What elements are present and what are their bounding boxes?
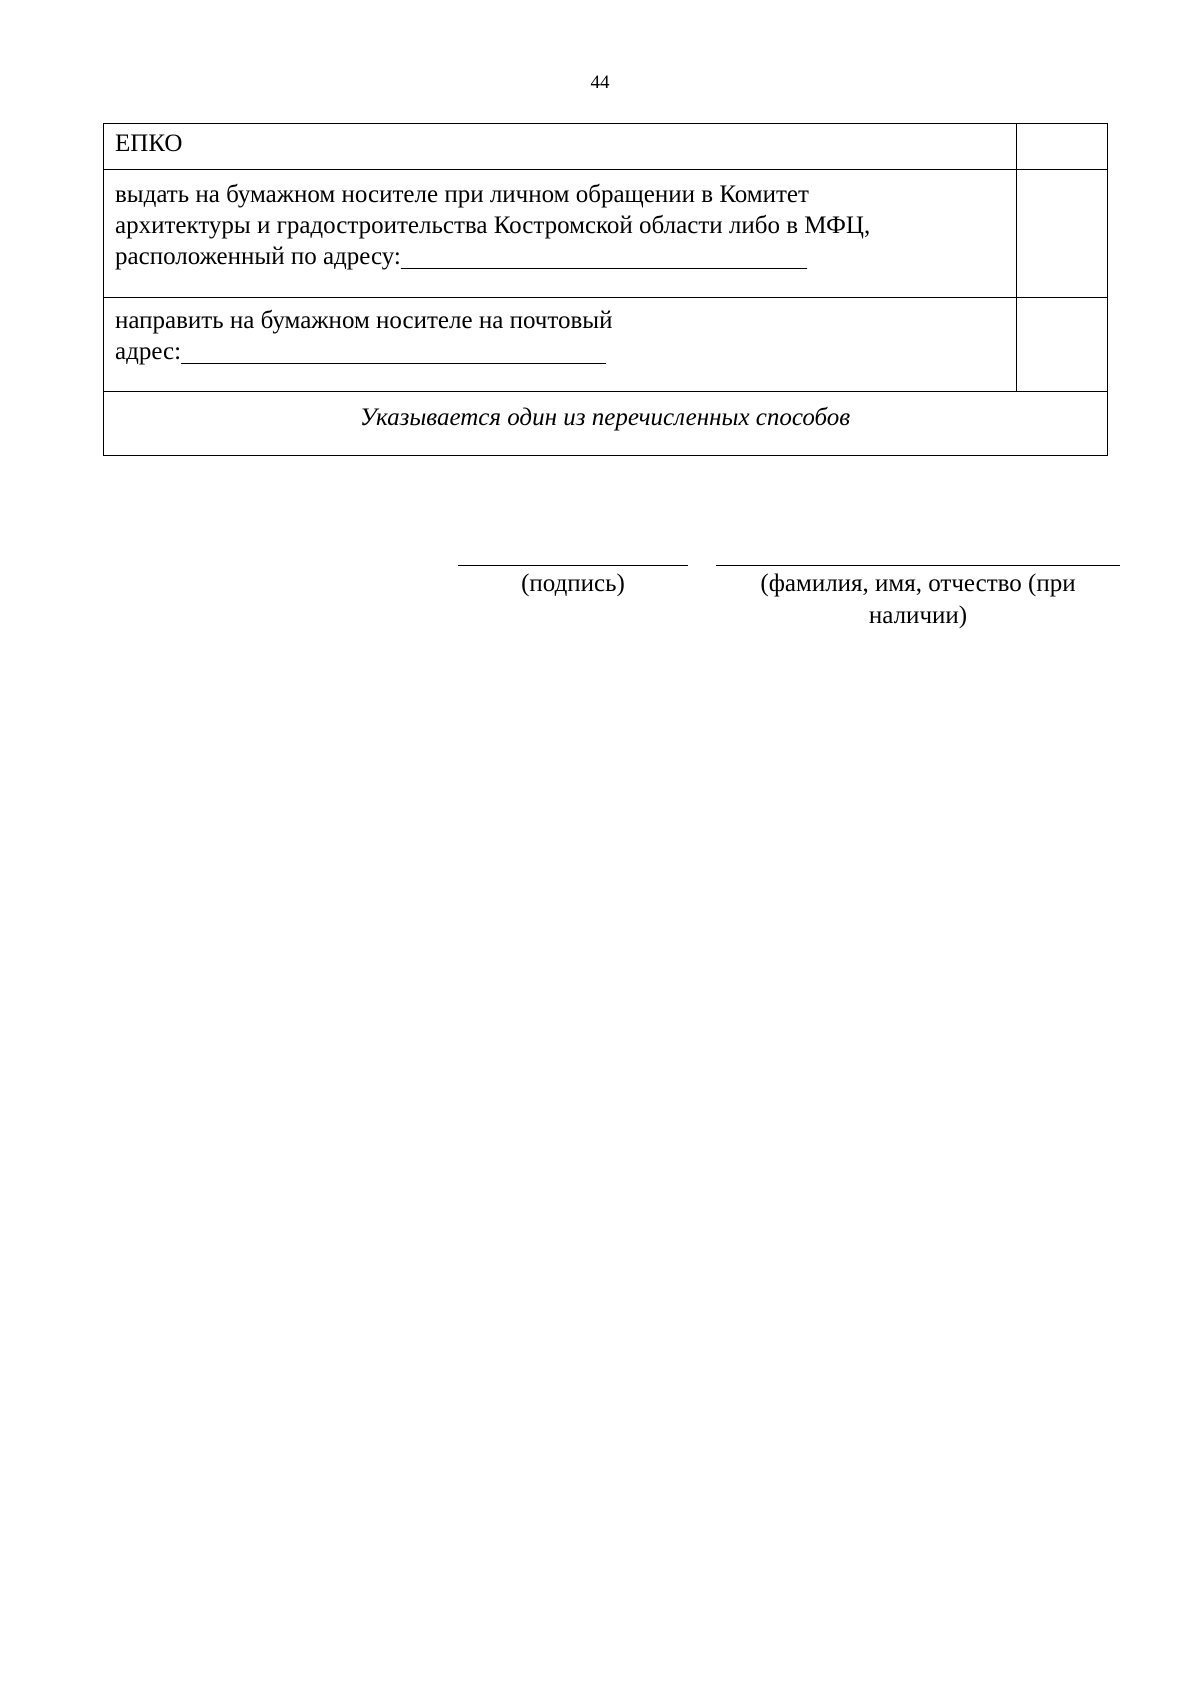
page-number: 44	[590, 72, 610, 93]
option-epko-checkbox[interactable]	[1017, 124, 1108, 170]
option-epko-label: ЕПКО	[115, 130, 183, 157]
option-issue-line-3: расположенный по адресу:	[115, 243, 401, 270]
table-row	[104, 298, 1108, 392]
signature-line[interactable]	[458, 565, 688, 566]
option-post-line-1: направить на бумажном носителе на почтовый	[115, 307, 613, 334]
option-issue-line-1: выдать на бумажном носителе при личном обращении в Комитет	[115, 181, 809, 208]
option-post-checkbox[interactable]	[1017, 298, 1108, 392]
address-blank-field[interactable]	[401, 243, 807, 270]
option-issue-checkbox[interactable]	[1017, 170, 1108, 298]
option-text-cell	[104, 298, 1017, 392]
full-name-caption: (фамилия, имя, отчество (при наличии)	[760, 570, 1076, 629]
postal-address-blank-field[interactable]	[181, 338, 606, 365]
table-row	[104, 124, 1108, 170]
signature-caption: (подпись)	[521, 570, 625, 597]
delivery-options-table	[103, 123, 1108, 456]
full-name-line[interactable]	[716, 565, 1120, 566]
option-post-line-2: адрес:	[115, 338, 182, 365]
option-text-cell	[104, 124, 1017, 170]
option-text-cell	[104, 170, 1017, 298]
table-row	[104, 392, 1108, 456]
table-row	[104, 170, 1108, 298]
option-issue-line-2: архитектуры и градостроительства Костромской области либо в МФЦ,	[115, 212, 871, 239]
instruction-note: Указывается один из перечисленных способов	[104, 392, 1108, 456]
